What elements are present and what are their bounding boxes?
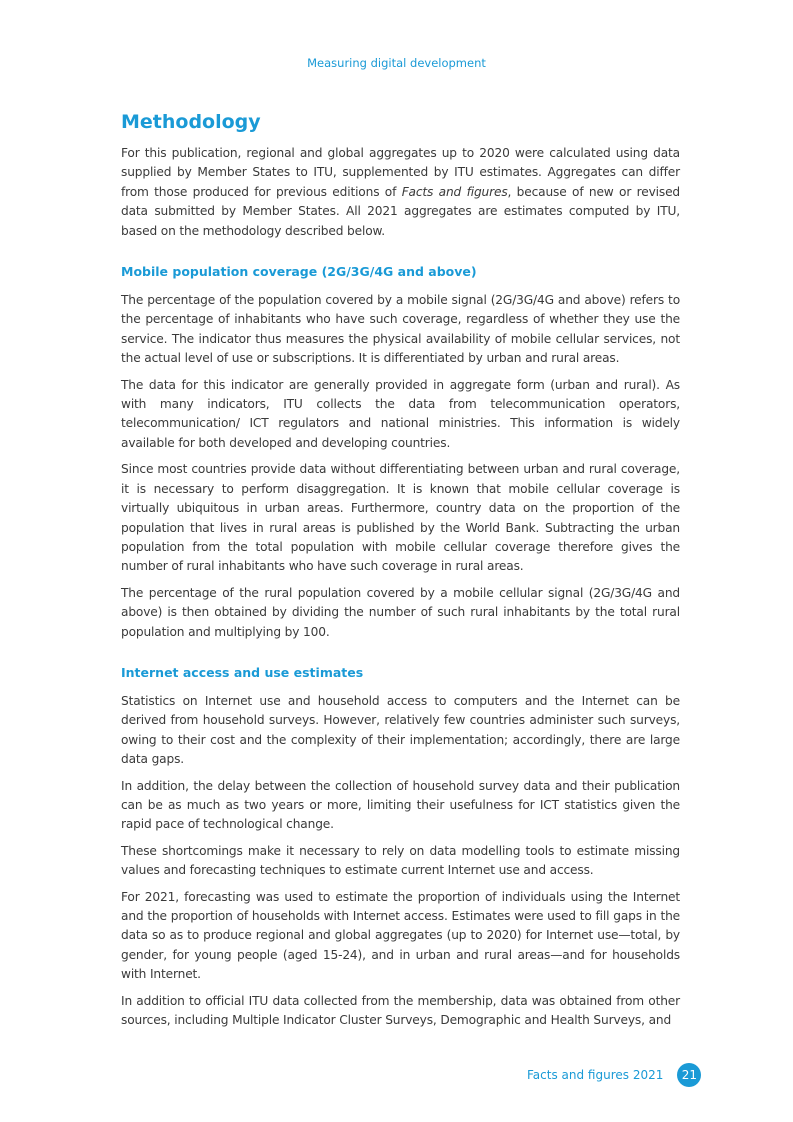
page-title: Methodology — [121, 111, 261, 133]
paragraph: Statistics on Internet use and household access to computers and the Internet can be derived from household surveys. However, relatively few countries administer such surveys, owing to their cost and the complexity of their implementation; accordingly, there are large data gaps. — [121, 693, 680, 767]
intro-paragraph — [121, 144, 680, 241]
paragraph: The percentage of the rural population covered by a mobile cellular signal (2G/3G/4G and above) is then obtained by dividing the number of such rural inhabitants by the total rural population and multiplying by 100. — [121, 585, 680, 639]
section-heading-mobile-coverage: Mobile population coverage (2G/3G/4G and above) — [121, 264, 477, 280]
paragraph: In addition, the delay between the collection of household survey data and their publication can be as much as two years or more, limiting their usefulness for ICT statistics given the rapid pace of technological change. — [121, 778, 680, 832]
footer-publication: Facts and figures 2021 — [527, 1068, 664, 1082]
intro-text-2: , because of new or revised data submitted by Member States. All 2021 aggregates are estimates computed by ITU, based on the methodology described below. — [121, 184, 681, 238]
paragraph: The percentage of the population covered by a mobile signal (2G/3G/4G and above) refers to the percentage of inhabitants who have such coverage, regardless of whether they use the service. The indicator thus measures the physical availability of mobile cellular services, not the actual level of use or subscriptions. It is differentiated by urban and rural areas. — [121, 293, 680, 366]
paragraph: In addition to official ITU data collected from the membership, data was obtained from other sources, including Multiple Indicator Cluster Surveys, Demographic and Health Surveys, and — [121, 993, 680, 1028]
section-heading-internet-estimates: Internet access and use estimates — [121, 664, 364, 680]
paragraph: These shortcomings make it necessary to rely on data modelling tools to estimate missing values and forecasting techniques to estimate current Internet use and access. — [121, 843, 680, 878]
running-header: Measuring digital development — [307, 56, 486, 70]
paragraph: For 2021, forecasting was used to estimate the proportion of individuals using the Internet and the proportion of households with Internet access. Estimates were used to fill gaps in the data so as to produce regional and global aggregates (up to 2020) for Internet use—total, by gender, for young people (aged 15-24), and in urban and rural areas—and for households with Internet. — [121, 889, 680, 982]
paragraph: Since most countries provide data without differentiating between urban and rural coverage, it is necessary to perform disaggregation. It is known that mobile cellular coverage is virtually ubiquitous in urban areas. Furthermore, country data on the proportion of the population that lives in rural areas is published by the World Bank. Subtracting the urban population from the total population with mobile cellular coverage therefore gives the number of rural inhabitants who have such coverage in rural areas. — [121, 462, 680, 574]
page-number-badge: 21 — [677, 1063, 701, 1087]
page-content — [121, 108, 680, 1037]
publication-title-italic: Facts and figures — [401, 184, 508, 199]
page-footer — [527, 1063, 701, 1087]
intro-text-1: For this publication, regional and global aggregates up to 2020 were calculated using data supplied by Member States to ITU, supplemented by ITU estimates. Aggregates can differ from those produced for previous editions of — [121, 146, 680, 199]
paragraph: The data for this indicator are generally provided in aggregate form (urban and rural). As with many indicators, ITU collects the data from telecommunication operators, telecommunication/ ICT regulators and national ministries. This information is widely available for both developed and developing countries. — [121, 377, 680, 450]
